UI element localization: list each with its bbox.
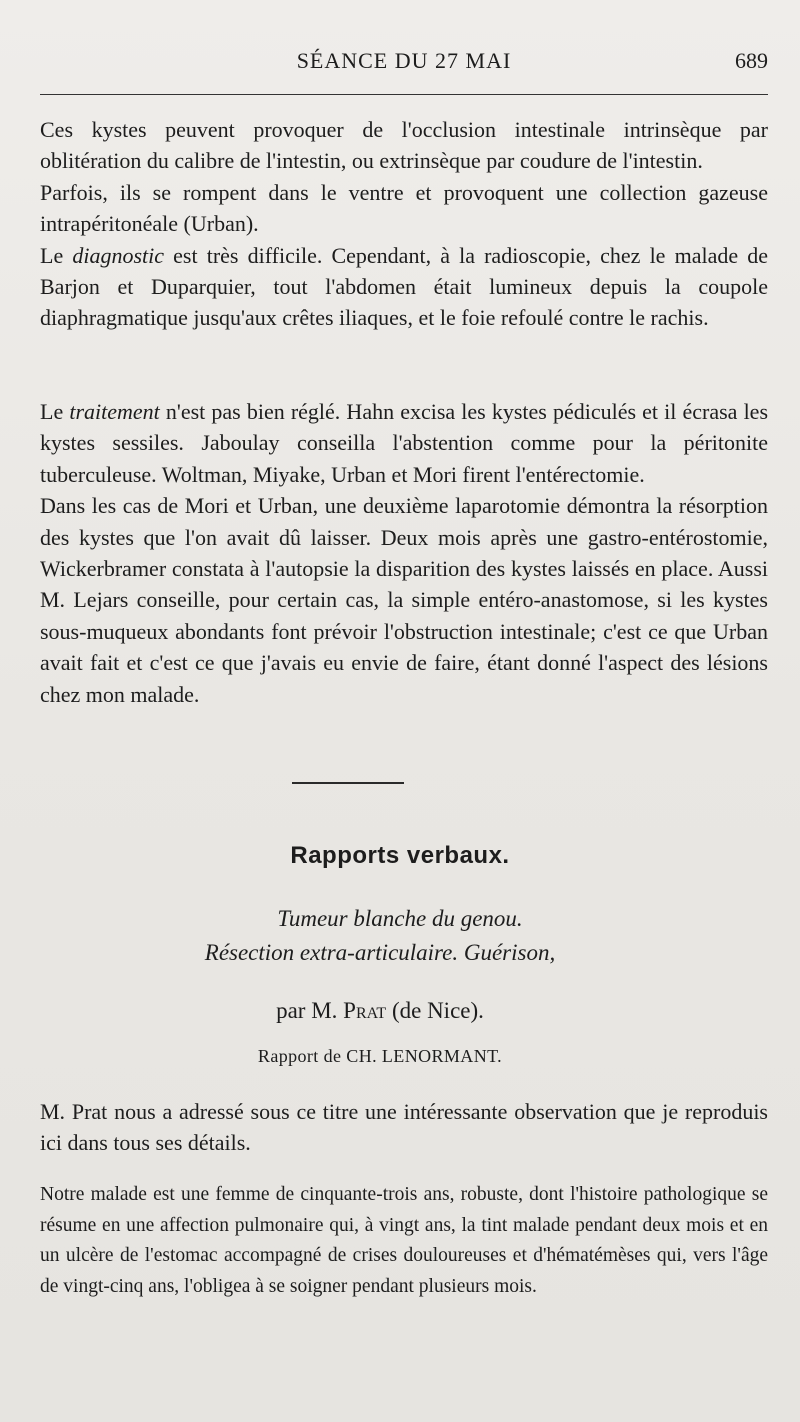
diagnostic-prefix: Le bbox=[40, 242, 73, 268]
traitement-emphasis: traitement bbox=[69, 399, 160, 424]
paragraph-diagnostic bbox=[40, 240, 768, 334]
paragraph-rupture: Parfois, ils se rompent dans le ventre et provoquent une collection gazeuse intrapéritonéale (Urban). bbox=[40, 179, 768, 237]
paragraph-traitement bbox=[40, 396, 768, 490]
author-byline bbox=[0, 998, 760, 1024]
paragraph-observation: Notre malade est une femme de cinquante-trois ans, robuste, dont l'histoire pathologique se résume en une affection pulmonaire qui, à vingt ans, la tint malade pendant deux mois et en un ulcère de l'estomac accompagné de crises douloureuses et d'hématémèses qui, vers l'âge de vingt-cinq ans, l'obligea à se soigner pendant plusieurs mois. bbox=[40, 1184, 768, 1297]
diagnostic-emphasis: diagnostic bbox=[72, 242, 165, 268]
paragraph-occlusion: Ces kystes peuvent provoquer de l'occlusion intestinale intrinsèque par oblitération du calibre de l'intestin, ou extrinsèque par coudure de l'intestin. bbox=[40, 117, 768, 174]
paragraph-intro: M. Prat nous a adressé sous ce titre une intéressante observation que je reproduis ici dans tous ses détails. bbox=[40, 1099, 768, 1156]
traitement-prefix: Le bbox=[40, 399, 70, 424]
observation-block bbox=[40, 1180, 768, 1302]
section-divider bbox=[292, 782, 404, 784]
report-subtitle-2: Résection extra-articulaire. Guérison, bbox=[204, 940, 556, 965]
running-title: SÉANCE DU 27 MAI bbox=[296, 48, 512, 73]
header-rule bbox=[40, 94, 768, 95]
reporter-line: Rapport de CH. LENORMANT. bbox=[257, 1046, 503, 1066]
page-number: 689 bbox=[735, 48, 768, 73]
top-text-block bbox=[40, 114, 768, 334]
middle-text-block bbox=[40, 396, 768, 710]
byline-suffix: (de Nice). bbox=[386, 998, 484, 1023]
paragraph-mori-urban: Dans les cas de Mori et Urban, une deuxième laparotomie démontra la résorption des kystes que l'on avait dû laisser. Deux mois après une gastro-entérostomie, Wickerbramer constata à l'autopsie la disparition des kystes laissés en place. Aussi M. Lejars conseille, pour certain cas, la simple entéro-anastomose, si les kystes sous-muqueux abondants font prévoir l'obstruction intestinale; c'est ce que Urban avait fait et c'est ce que j'avais eu envie de faire, étant donné l'aspect des lésions chez mon malade. bbox=[40, 493, 768, 707]
section-title: Rapports verbaux. bbox=[290, 842, 510, 869]
traitement-text: n'est pas bien réglé. Hahn excisa les kystes pédiculés et il écrasa les kystes sessiles. Jaboulay conseilla l'abstention comme pour la péritonite tuberculeuse. Woltman, Miyake, Urban et Mori firent l'entérectomie. bbox=[40, 399, 769, 487]
author-name: Prat bbox=[343, 998, 387, 1023]
diagnostic-text: est très difficile. Cependant, à la radioscopie, chez le malade de Barjon et Duparquier, tout l'abdomen était lumineux depuis la coupole diaphragmatique jusqu'aux crêtes iliaques, et le foie refoulé contre le rachis. bbox=[40, 242, 768, 331]
report-subtitle-1: Tumeur blanche du genou. bbox=[277, 906, 523, 931]
report-intro-block bbox=[40, 1096, 768, 1159]
byline-prefix: par M. bbox=[276, 998, 344, 1023]
running-header bbox=[40, 48, 768, 84]
